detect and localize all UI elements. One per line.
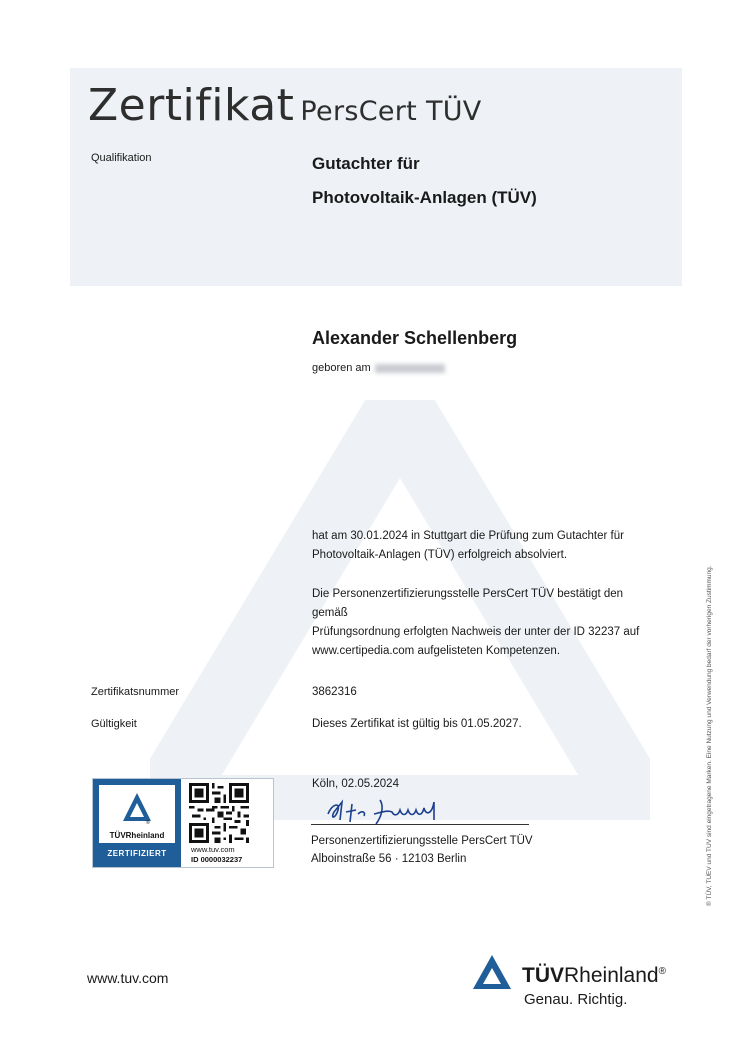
footer-brand	[522, 964, 666, 988]
qualification-title	[312, 147, 537, 215]
registered-mark: ®	[658, 966, 666, 977]
certification-badge	[92, 778, 274, 868]
validity-text: Dieses Zertifikat ist gültig bis 01.05.2027.	[312, 718, 522, 730]
title-main: Zertifikat	[88, 80, 295, 131]
badge-status: ZERTIFIZIERT	[107, 849, 167, 858]
validity-label: Gültigkeit	[91, 718, 137, 730]
qualification-line-2: Photovoltaik-Anlagen (TÜV)	[312, 188, 537, 207]
svg-text:®: ®	[146, 820, 150, 825]
redacted-birth-date	[375, 364, 445, 373]
exam-line-1: hat am 30.01.2024 in Stuttgart die Prüfung zum Gutachter für	[312, 530, 624, 542]
issuing-body: Personenzertifizierungsstelle PersCert TÜV	[311, 835, 533, 847]
footer-brand-bold: TÜV	[522, 964, 564, 987]
holder-name: Alexander Schellenberg	[312, 328, 518, 348]
confirmation-line-1: Die Personenzertifizierungsstelle PersCert TÜV bestätigt den gemäß	[312, 588, 624, 619]
birth-date-line	[312, 362, 445, 374]
confirmation-line-3: www.certipedia.com aufgelisteten Kompetenzen.	[312, 645, 561, 657]
title-sub: PersCert TÜV	[300, 96, 482, 127]
footer-slogan: Genau. Richtig.	[524, 991, 628, 1008]
exam-line-2: Photovoltaik-Anlagen (TÜV) erfolgreich absolviert.	[312, 549, 568, 561]
signature-line	[311, 824, 529, 825]
born-label: geboren am	[312, 362, 371, 374]
cert-number: 3862316	[312, 686, 357, 698]
certificate-title	[88, 80, 482, 131]
footer-url: www.tuv.com	[87, 970, 169, 986]
badge-logo-panel	[93, 779, 181, 867]
badge-brand: TÜVRheinland	[109, 831, 165, 840]
tuv-rheinland-logo-icon	[472, 954, 512, 990]
trademark-note: ® TÜV, TUEV und TUV sind eingetragene Marken. Eine Nutzung und Verwendung bedarf der vorherigen Zustimmung.	[706, 565, 713, 906]
tuv-triangle-icon	[121, 791, 153, 825]
qualification-label: Qualifikation	[91, 152, 152, 164]
badge-url: www.tuv.com	[191, 845, 235, 854]
confirmation-statement	[312, 585, 652, 661]
badge-logo-box	[99, 785, 175, 843]
qr-code-icon	[189, 783, 249, 843]
place-date: Köln, 02.05.2024	[312, 778, 399, 790]
qualification-line-1: Gutachter für	[312, 154, 420, 173]
confirmation-line-2: Prüfungsordnung erfolgten Nachweis der unter der ID 32237 auf	[312, 626, 640, 638]
badge-id: ID 0000032237	[191, 855, 243, 864]
exam-statement	[312, 527, 652, 565]
issuer-address: Alboinstraße 56 · 12103 Berlin	[311, 853, 467, 865]
footer-brand-rest: Rheinland	[564, 964, 659, 987]
cert-number-label: Zertifikatsnummer	[91, 686, 180, 698]
